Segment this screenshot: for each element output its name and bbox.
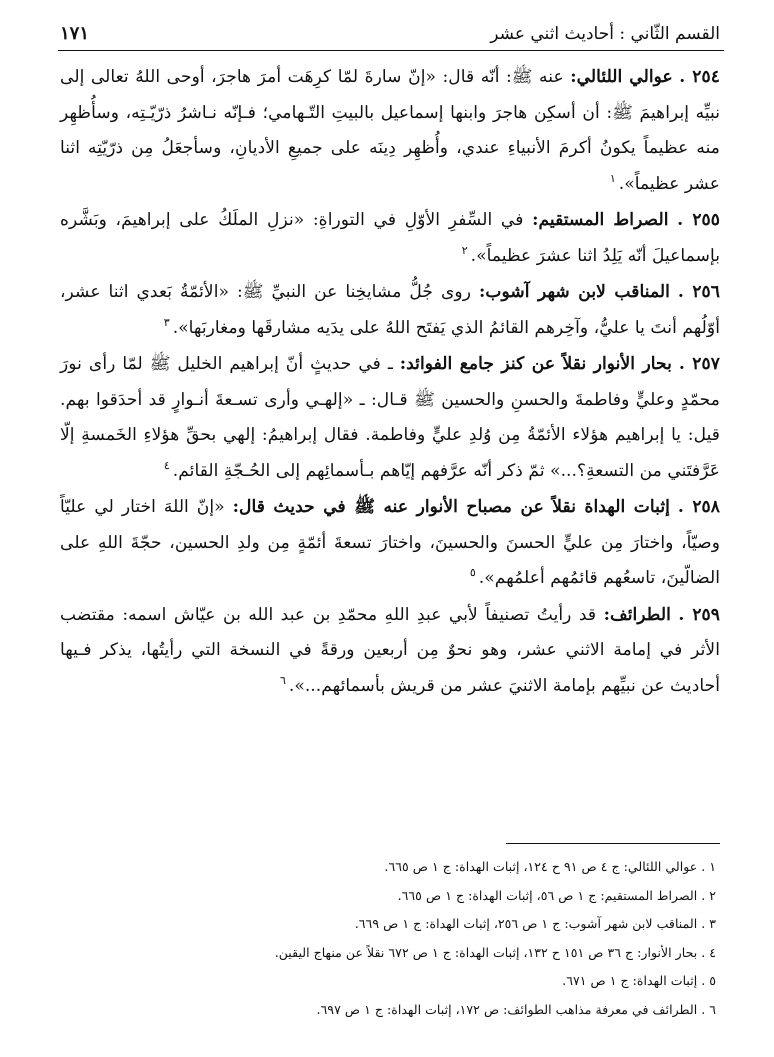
running-header xyxy=(60,14,720,44)
hadith-258 xyxy=(60,490,720,597)
hadith-257 xyxy=(60,347,720,489)
hadith-256 xyxy=(60,275,720,346)
hadith-259 xyxy=(60,598,720,705)
footnote: ٣ . المناقب لابن شهر آشوب: ج ١ ص ٢٥٦، إثبات الهداة: ج ١ ص ٦٦٩. xyxy=(354,916,716,931)
hadith-source: عوالي اللئالي: xyxy=(570,67,673,87)
footnote-rule xyxy=(506,843,720,844)
hadith-number: ٢٥٩ . xyxy=(678,604,721,625)
footnote: ٦ . الطرائف في معرفة مذاهب الطوائف: ص ١٧٢، إثبات الهداة: ج ١ ص ٦٩٧. xyxy=(316,1001,716,1017)
footnote: ٤ . بحار الأنوار: ج ٣٦ ص ١٥١ ح ١٣٢، إثبات الهداة: ج ١ ص ٦٧٢ نقلاً عن منهاج اليقين. xyxy=(274,944,716,960)
hadith-number: ٢٥٤ . xyxy=(679,67,720,87)
hadith-source: المناقب لابن شهر آشوب: xyxy=(478,282,670,302)
hadith-text: عنه ﷺ: أنّه قال: «إنّ سارةَ لمّا كرِهَت أمرَ هاجرَ، أوحى اللهُ تعالى إلى نبيِّه إبراهيمَ ﷺ: أن أسكِن هاجرَ وابنها إسماعيل بالبيتِ التّـهامي؛ فـإنّه نـاشرُ ذرّيّـتِه، وسأُظهِر منه عظيماً يكونُ أكرمَ الأنبياءِ عندي، وأُظهِر دِينَه على جميعِ الأديانِ، وسأجعَلُ مِن ذرّيّتِه اثنا عشر عظيماً». xyxy=(60,67,720,194)
hadith-255 xyxy=(60,203,720,274)
hadith-number: ٢٥٦ . xyxy=(677,282,721,302)
hadith-text: ـ في حديثٍ أنّ إبراهيم الخليل ﷺ لمّا رأى نورَ محمّدٍ وعليٍّ وفاطمةَ والحسنِ والحسين ﷺ قـال: ـ «إلهـي وأرى تسـعةَ أنـوارٍ قد أحدَقوا بهم. قيل: يا إبراهيم هؤلاء الأئمّةُ مِن وُلدِ عليٍّ وفاطمة. فقال إبراهيمُ: إلهي بحقِّ هؤلاءِ الخَمسةِ إلّا عَرَّفتَني من التسعةِ؟...» ثمّ ذكر أنّه عرَّفهم إيّاهم بـأسمائِهم إلى الحُـجّةِ القائم. xyxy=(60,354,720,481)
hadith-text: «إنّ اللهَ اختار لي عليّاً وصيّاً، واختارَ مِن عليٍّ الحسنَ والحسينَ، واختارَ تسعةَ أئمّةٍ مِن ولدِ الحسين، حجّةَ اللهِ على الضالّينَ، تاسعُهم قائمُهم أعلمُهم». xyxy=(60,497,720,588)
footnote-ref: ٥ xyxy=(469,566,476,580)
hadith-number: ٢٥٨ . xyxy=(677,497,721,517)
footnotes xyxy=(60,853,716,1024)
hadith-source: الطرائف: xyxy=(603,604,671,625)
hadith-source: الصراط المستقيم: xyxy=(532,210,669,230)
footnote-ref: ٦ xyxy=(279,673,286,687)
hadith-number: ٢٥٧ . xyxy=(678,354,720,374)
footnote: ٥ . إثبات الهداة: ج ١ ص ٦٧١. xyxy=(562,973,716,988)
footnote: ٢ . الصراط المستقيم: ج ١ ص ٥٦، إثبات الهداة: ج ١ ص ٦٦٥. xyxy=(397,887,716,903)
footnote-ref: ٤ xyxy=(163,458,170,472)
hadith-number: ٢٥٥ . xyxy=(677,210,721,230)
hadith-source: إثبات الهداة نقلاً عن مصباح الأنوار عنه ﷺ في حديث قال: xyxy=(232,497,670,517)
hadith-source: بحار الأنوار نقلاً عن كنز جامع الفوائد: xyxy=(399,354,672,374)
footnote-ref: ٢ xyxy=(461,243,468,257)
hadith-text: في السِّفرِ الأوّلِ في التوراةِ: «نزلِ الملَكُ على إبراهيمَ، وبَشَّره بإسماعيلَ أنّه يَلِدُ اثنا عشرَ عظيماً». xyxy=(60,210,720,266)
footnote-ref: ١ xyxy=(609,171,616,185)
hadith-text: قد رأيتُ تصنيفاً لأبي عبدِ اللهِ محمّدِ بن عبد الله بن عيّاش اسمه: مقتضب الأثر في إمامة الاثني عشر، وهو نحوٌ مِن أربعين ورقةً في النسخة التي رأيتُها، يذكر فـيها أحاديث عن نبيِّهم بإمامة الاثنيَ عشر من قريش بأسمائهم...». xyxy=(60,604,720,696)
hadith-text: روى جُلُّ مشايخِنا عن النبيِّ ﷺ: «الأئمّةُ بَعدي اثنا عشر، أوّلُهم أنتَ يا عليُّ، وآخِرهم القائمُ الذي يَفتَح اللهُ على يدَيه مشارقَها ومغاربَها». xyxy=(60,282,720,338)
footnote: ١ . عوالي اللئالي: ج ٤ ص ٩١ ح ١٢٤، إثبات الهداة: ج ١ ص ٦٦٥. xyxy=(384,859,716,874)
footnote-ref: ٣ xyxy=(163,315,170,329)
hadith-254 xyxy=(60,60,720,202)
main-text xyxy=(60,60,720,705)
header-rule xyxy=(58,50,724,51)
page-number: ١٧١ xyxy=(60,23,90,44)
header-title: القسم الثّاني : أحاديث اثني عشر xyxy=(490,24,720,44)
